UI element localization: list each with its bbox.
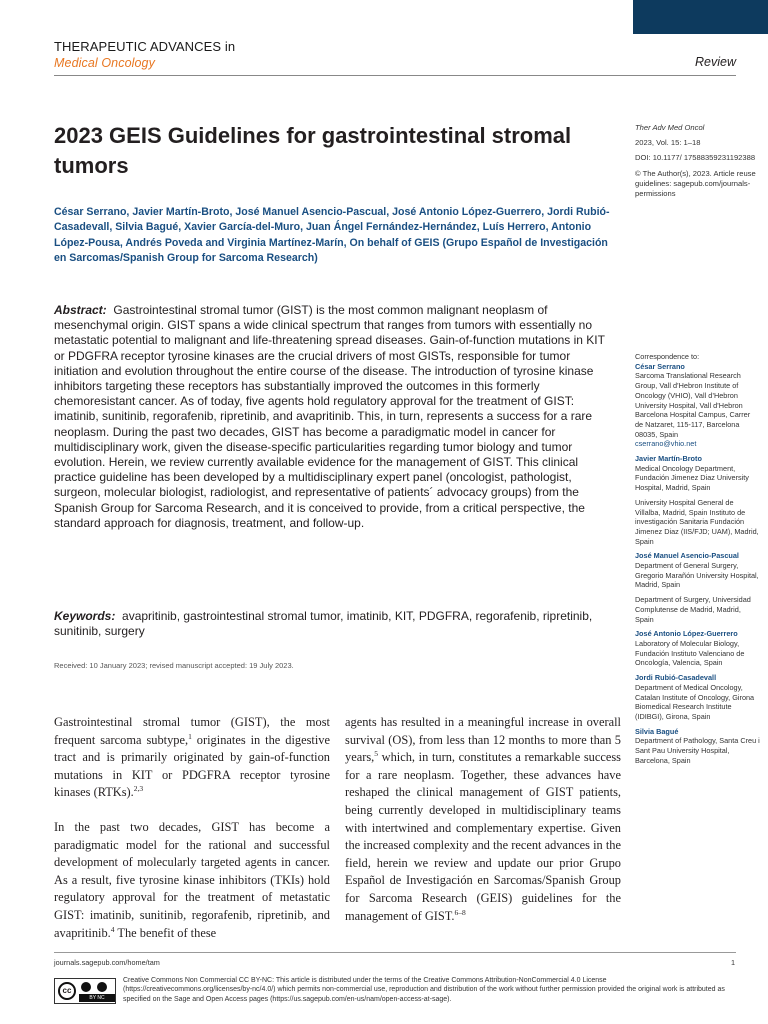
affiliation-name: Silvia Bagué: [635, 726, 679, 736]
body-paragraph: [54, 714, 330, 802]
license-text: Creative Commons Non Commercial CC BY-NC: This article is distributed under the terms of the Creative Commons Attribution-NonCommercial 4.0 License (https://creativecommons.org/licenses/by-nc/4.0/) which permits non-commercial use, reproduction and distribution of the work without further permission provided the original work is attributed as specified on the Sage and Open Access pages (https://us.sagepub.com/en-us/nam/open-access-at-sage).: [123, 977, 725, 1003]
correspondence-heading: Correspondence to:: [635, 352, 700, 361]
journal-abbrev: Ther Adv Med Oncol: [635, 123, 705, 132]
affiliation-text: Laboratory of Molecular Biology, Fundación Instituto Valenciano de Oncología, Valencia, Spain: [635, 638, 745, 668]
body-text: Gastrointestinal stromal tumor (GIST), the most frequent sarcoma subtype,: [54, 715, 330, 747]
corner-color-block: [633, 0, 768, 34]
affiliation-text: Department of Medical Oncology, Catalan Institute of Oncology, Girona Biomedical Research Institute (IDIBGI), Girona, Spain: [635, 682, 755, 721]
affiliation-text: Department of Pathology, Santa Creu i Sant Pau University Hospital, Barcelona, Spain: [635, 736, 760, 765]
affiliation-name: Javier Martín-Broto: [635, 454, 702, 464]
keywords: [54, 609, 614, 639]
page-number: 1: [730, 958, 735, 967]
affiliation-text: Department of Surgery, Universidad Complutense de Madrid, Madrid, Spain: [635, 595, 751, 624]
header-divider: [54, 75, 736, 76]
nc-dollar-icon: [97, 982, 107, 992]
body-text: originates in the digestive tract and is primarily originated by gain-of-function mutations in KIT or PDGFRA receptor tyrosine kinases (RTKs).: [54, 732, 330, 800]
citation[interactable]: 1: [188, 731, 192, 741]
correspondence-email[interactable]: cserrano@vhio.net: [635, 439, 697, 449]
affiliation-text: Medical Oncology Department, Fundación Jimenez Diaz University Hospital, Madrid, Spain: [635, 463, 749, 493]
by-person-icon: [81, 982, 91, 992]
affiliation-text: Department of General Surgery, Gregorio Marañón University Hospital, Madrid, Spain: [635, 561, 759, 590]
affiliation-text: University Hospital General de Villalba, Madrid, Spain Instituto de investigación Sanitaria Fundación Jimenez Diaz (IIS/FJD; UAM), Madrid, Spain: [635, 497, 759, 546]
body-paragraph: [54, 819, 330, 942]
body-text: The benefit of these: [114, 925, 217, 940]
affiliation-name: Jordi Rubió-Casadevall: [635, 673, 717, 683]
author-list: César Serrano, Javier Martín-Broto, José Manuel Asencio-Pascual, José Antonio López-Guerrero, Jordi Rubió-Casadevall, Silvia Bagué, Xavier García-del-Muro, Juan Ángel Fernández-Hernández, Luís Herrero, Antonio López-Pousa, Andrés Poveda and Virginia Martínez-Marín, On behalf of GEIS (Grupo Español de Investigación en Sarcomas/Spanish Group for Sarcoma Research): [54, 206, 610, 265]
abstract-label: Abstract:: [54, 303, 107, 317]
abstract: [54, 303, 614, 531]
doi-link[interactable]: DOI: 10.1177/ 17588359231192388: [635, 153, 756, 163]
body-column-right: [345, 714, 621, 942]
correspondence-sidebar: [635, 352, 760, 770]
received-dates: Received: 10 January 2023; revised manuscript accepted: 19 July 2023.: [54, 661, 294, 670]
citation[interactable]: 6–8: [454, 907, 466, 917]
citation[interactable]: 2,3: [133, 784, 144, 794]
cc-badge-label: BY NC: [79, 994, 115, 1002]
cc-logo: cc: [58, 982, 76, 1000]
footer-divider: [54, 952, 736, 953]
journal-name: [54, 39, 235, 71]
correspondence-name: César Serrano: [635, 361, 685, 371]
journal-url-link[interactable]: journals.sagepub.com/home/tam: [54, 958, 160, 967]
body-text: In the past two decades, GIST has become a paradigmatic model for the rational and successful development of molecularly targeted agents in cancer. As a result, five tyrosine kinase inhibitors (TKIs) hold regulatory approval for the treatment of metastatic GIST: imatinib, sunitinib, regorafenib, ripretinib, and avapritinib.: [54, 819, 330, 940]
journal-line-2: Medical Oncology: [54, 56, 155, 70]
keywords-label: Keywords:: [54, 609, 116, 623]
article-title: 2023 GEIS Guidelines for gastrointestinal stromal tumors: [54, 123, 572, 178]
cc-by-nc-icon[interactable]: [54, 978, 116, 1004]
abstract-text: Gastrointestinal stromal tumor (GIST) is the most common malignant neoplasm of mesenchymal origin. GIST spans a wide clinical spectrum that ranges from tumors with essentially no metastatic potential to malignant and life-threatening spread diseases. Gain-of-function mutations in KIT or PDGFRA receptor tyrosine kinases are the crucial drivers of most GISTs, responsible for tumor initiation and evolution throughout the entire course of the disease. The introduction of tyrosine kinase inhibitors targeting these receptors has substantially improved the outcomes in this formerly chemoresistant cancer. As of today, five agents hold regulatory approval for the treatment of GIST: imatinib, sunitinib, regorafenib, ripretinib, and avapritinib. This, in turn, represents a success for a rare neoplasm. During the past two decades, GIST has become a paradigmatic model in cancer for multidisciplinary work, given the disease-specific particularities regarding tumor biology and tumor evolution. Herein, we review currently available evidence for the management of GIST. This clinical practice guideline has been developed by a multidisciplinary expert panel (oncologist, pathologist, surgeon, molecular biologist, radiologist, and representative of patients´ advocacy groups) from the Spanish Group for Sarcoma Research, and it is conceived to provide, from a critical perspective, the standard approach for diagnosis, treatment, and follow-up.: [54, 303, 605, 530]
body-paragraph: [345, 714, 621, 925]
copyright-note: © The Author(s), 2023. Article reuse guidelines: sagepub.com/journals-permissions: [635, 168, 756, 199]
keywords-text: avapritinib, gastrointestinal stromal tumor, imatinib, KIT, PDGFRA, regorafenib, ripretinib, sunitinib, surgery: [54, 609, 593, 639]
affiliation-name: José Manuel Asencio-Pascual: [635, 551, 739, 561]
correspondence-affiliation: Sarcoma Translational Research Group, Vall d’Hebron Institute of Oncology (VHIO), Vall d’Hebron University Hospital, Vall d’Hebron Barcelona Hospital Campus, Carrer de Natzaret, 115-117, Barcelona 08035, Spain: [635, 371, 751, 439]
citation[interactable]: 5: [374, 749, 378, 759]
body-text: which, in turn, constitutes a remarkable success for a rare neoplasm. Together, these advances have reshaped the clinical management of GIST patients, being currently developed in multidisciplinary teams with intertwined and complementary expertise. Given the increased complexity and the recent advances in the field, herein we review and update our prior Grupo Español de Investigación en Sarcomas/Spanish Group for Sarcoma Research (GEIS) guidelines for the management of GIST.: [345, 750, 621, 923]
citation[interactable]: 4: [110, 924, 115, 934]
journal-line-1: THERAPEUTIC ADVANCES in: [54, 39, 236, 54]
article-meta: [635, 123, 760, 204]
body-text: agents has resulted in a meaningful increase in overall survival (OS), from less than 12 months to more than 5 years,: [345, 715, 621, 765]
volume-info: 2023, Vol. 15: 1–18: [635, 138, 701, 148]
body-column-left: [54, 714, 330, 959]
section-label: Review: [695, 55, 736, 69]
affiliation-name: José Antonio López-Guerrero: [635, 629, 738, 639]
